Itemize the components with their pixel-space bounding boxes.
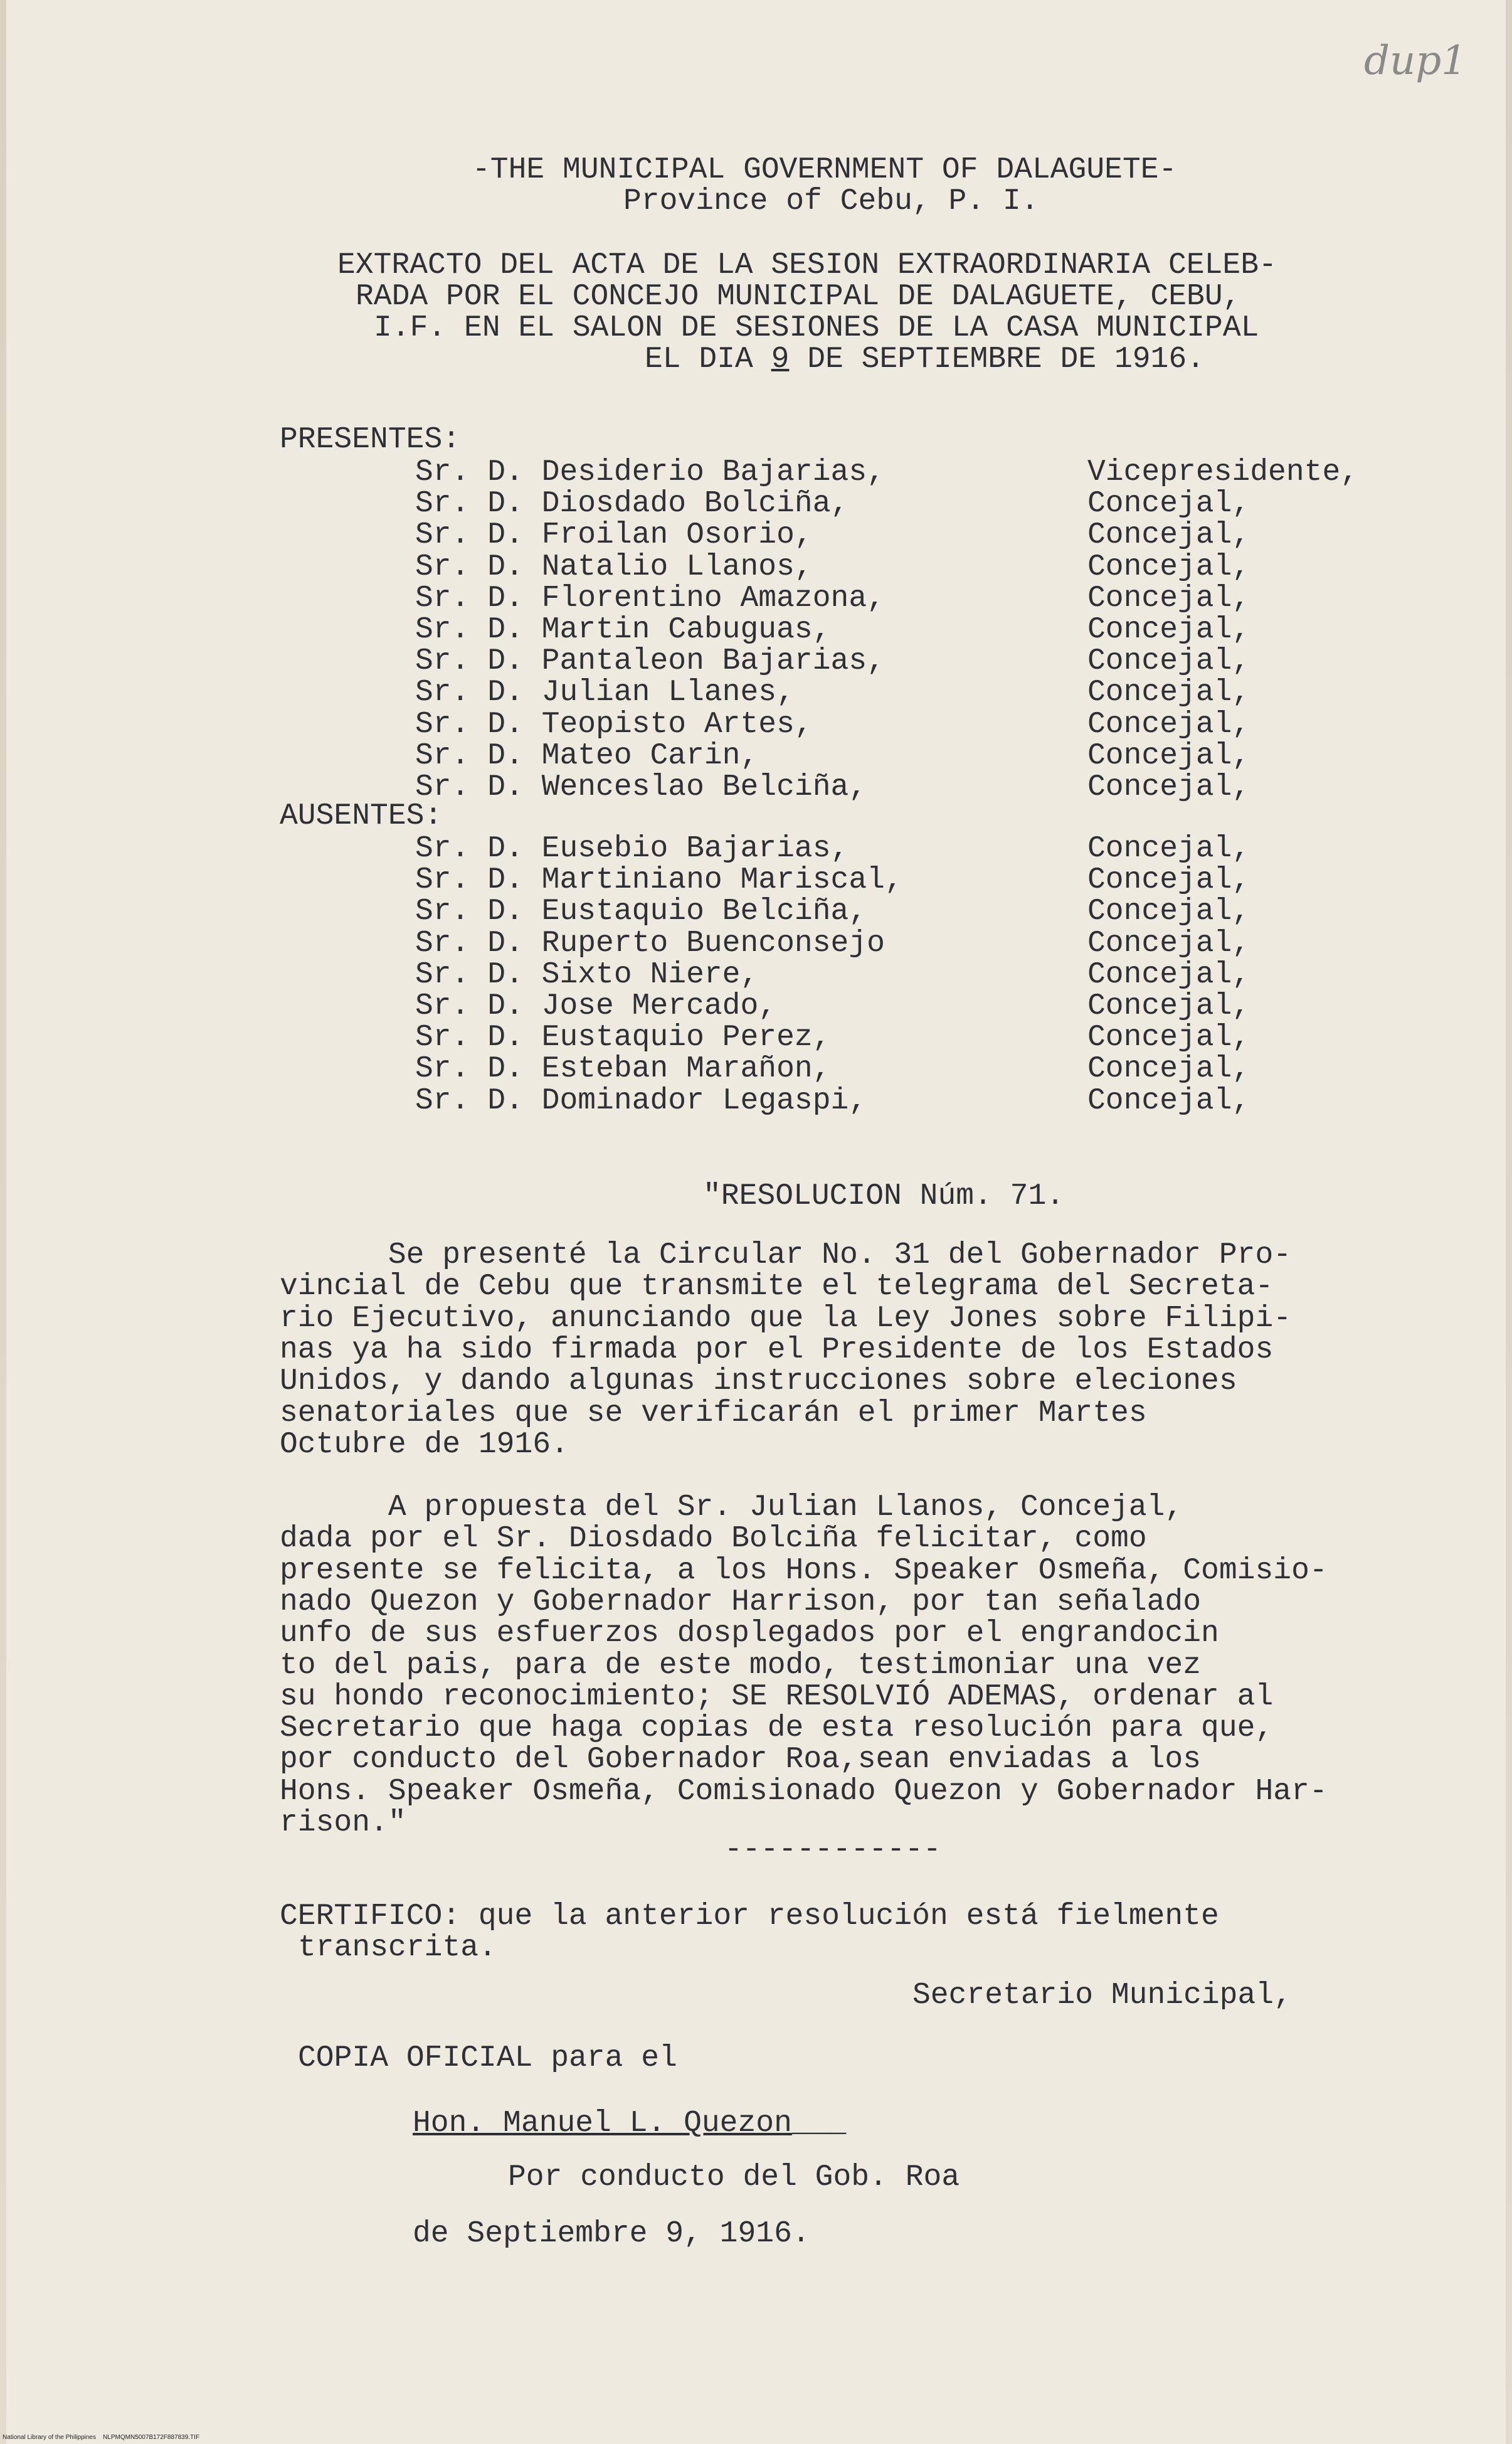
member-title: Concejal,	[1087, 770, 1250, 804]
paragraph-line: Hons. Speaker Osmeña, Comisionado Quezon y Gobernador Har-	[280, 1774, 1328, 1809]
member-title: Concejal,	[1087, 550, 1250, 584]
member-title: Concejal,	[1087, 644, 1250, 679]
paragraph-line: Unidos, y dando algunas instrucciones sobre eleciones	[280, 1364, 1237, 1399]
separator-line: ------------	[724, 1833, 941, 1867]
municipality-heading: -THE MUNICIPAL GOVERNMENT OF DALAGUETE-	[472, 153, 1177, 187]
member-name: Sr. D. Florentino Amazona,	[415, 581, 885, 615]
title-line-2: RADA POR EL CONCEJO MUNICIPAL DE DALAGUETE, CEBU,	[356, 280, 1241, 314]
member-title: Concejal,	[1087, 518, 1250, 553]
member-title: Concejal,	[1087, 1021, 1250, 1055]
certification-line-2: transcrita.	[298, 1931, 497, 1965]
scan-edge-right	[1506, 0, 1512, 2444]
paragraph-line: rison."	[280, 1806, 406, 1840]
member-name: Sr. D. Natalio Llanos,	[415, 550, 813, 584]
member-title: Concejal,	[1087, 676, 1250, 710]
scan-footer: National Library of the Philippines NLPMQMN5007B172F887839.TIF	[3, 2434, 200, 2441]
member-name: Sr. D. Desiderio Bajarias,	[415, 455, 885, 489]
member-name: Sr. D. Mateo Carin,	[415, 738, 759, 773]
paragraph-line: Secretario que haga copias de esta resolución para que,	[280, 1711, 1274, 1746]
member-name: Sr. D. Martin Cabuguas,	[415, 613, 831, 647]
paragraph-line: por conducto del Gobernador Roa,sean enviadas a los	[280, 1743, 1202, 1777]
paragraph-line: to del pais, para de este modo, testimoniar una vez	[280, 1648, 1202, 1682]
member-title: Concejal,	[1087, 832, 1250, 866]
member-name: Sr. D. Sixto Niere,	[415, 957, 759, 992]
member-name: Sr. D. Eustaquio Belciña,	[415, 895, 867, 929]
paragraph-line: vincial de Cebu que transmite el telegrama del Secreta-	[280, 1270, 1274, 1304]
session-day: 9	[771, 343, 790, 376]
paragraph-line: dada por el Sr. Diosdado Bolciña felicitar, como	[280, 1522, 1147, 1556]
certification-line-1: CERTIFICO: que la anterior resolución está fielmente	[280, 1899, 1219, 1933]
title-line-3: I.F. EN EL SALON DE SESIONES DE LA CASA MUNICIPAL	[374, 311, 1259, 345]
paragraph-line: Se presenté la Circular No. 31 del Gobernador Pro-	[280, 1238, 1292, 1272]
member-title: Concejal,	[1087, 989, 1250, 1023]
member-title: Concejal,	[1087, 738, 1250, 773]
member-title: Concejal,	[1087, 957, 1250, 992]
member-name: Sr. D. Martiniano Mariscal,	[415, 863, 903, 898]
member-title: Concejal,	[1087, 707, 1250, 741]
resolution-heading: "RESOLUCION Núm. 71.	[703, 1179, 1065, 1213]
presentes-label: PRESENTES:	[280, 423, 461, 457]
paragraph-line: senatoriales que se verificarán el primer Martes	[280, 1396, 1147, 1430]
member-title: Concejal,	[1087, 863, 1250, 898]
paragraph-line: Octubre de 1916.	[280, 1427, 569, 1462]
recipient-line: Hon. Manuel L. Quezon___	[413, 2107, 847, 2140]
member-title: Vicepresidente,	[1087, 455, 1359, 489]
member-name: Sr. D. Eusebio Bajarias,	[415, 832, 849, 866]
conduct-line: Por conducto del Gob. Roa	[508, 2160, 960, 2194]
member-title: Concejal,	[1087, 581, 1250, 615]
member-name: Sr. D. Diosdado Bolciña,	[415, 487, 849, 521]
province-heading: Province of Cebu, P. I.	[623, 184, 1039, 218]
member-title: Concejal,	[1087, 487, 1250, 521]
member-title: Concejal,	[1087, 1052, 1250, 1087]
member-name: Sr. D. Ruperto Buenconsejo	[415, 926, 885, 960]
member-name: Sr. D. Teopisto Artes,	[415, 707, 813, 741]
ausentes-label: AUSENTES:	[280, 799, 443, 833]
paragraph-line: A propuesta del Sr. Julian Llanos, Concejal,	[280, 1490, 1183, 1524]
member-name: Sr. D. Eustaquio Perez,	[415, 1021, 831, 1055]
paragraph-line: unfo de sus esfuerzos dosplegados por el engrandocin	[280, 1617, 1219, 1651]
member-title: Concejal,	[1087, 613, 1250, 647]
member-name: Sr. D. Wenceslao Belciña,	[415, 770, 867, 804]
title-line-4: EL DIA 9 DE SEPTIEMBRE DE 1916.	[645, 343, 1205, 376]
member-name: Sr. D. Pantaleon Bajarias,	[415, 644, 885, 679]
member-title: Concejal,	[1087, 895, 1250, 929]
paragraph-line: su hondo reconocimiento; SE RESOLVIÓ ADEMAS, ordenar al	[280, 1679, 1274, 1714]
handwritten-annotation: dup1	[1364, 38, 1467, 84]
member-name: Sr. D. Jose Mercado,	[415, 989, 777, 1023]
paragraph-line: nado Quezon y Gobernador Harrison, por tan señalado	[280, 1585, 1202, 1619]
official-copy-line: COPIA OFICIAL para el	[298, 2041, 677, 2075]
scan-edge-left	[0, 0, 6, 2444]
member-name: Sr. D. Esteban Marañon,	[415, 1052, 831, 1087]
member-title: Concejal,	[1087, 926, 1250, 960]
paragraph-line: presente se felicita, a los Hons. Speaker Osmeña, Comisio-	[280, 1553, 1328, 1588]
member-title: Concejal,	[1087, 1083, 1250, 1118]
member-name: Sr. D. Julian Llanes,	[415, 676, 795, 710]
secretary-signature: Secretario Municipal,	[912, 1979, 1292, 2012]
recipient-name: Hon. Manuel L. Quezon	[413, 2107, 792, 2140]
member-name: Sr. D. Froilan Osorio,	[415, 518, 813, 553]
document-date: de Septiembre 9, 1916.	[413, 2217, 810, 2251]
paragraph-line: rio Ejecutivo, anunciando que la Ley Jones sobre Filipi-	[280, 1301, 1292, 1336]
member-name: Sr. D. Dominador Legaspi,	[415, 1083, 867, 1118]
paragraph-line: nas ya ha sido firmada por el Presidente de los Estados	[280, 1332, 1274, 1367]
title-line-1: EXTRACTO DEL ACTA DE LA SESION EXTRAORDINARIA CELEB-	[337, 248, 1277, 282]
